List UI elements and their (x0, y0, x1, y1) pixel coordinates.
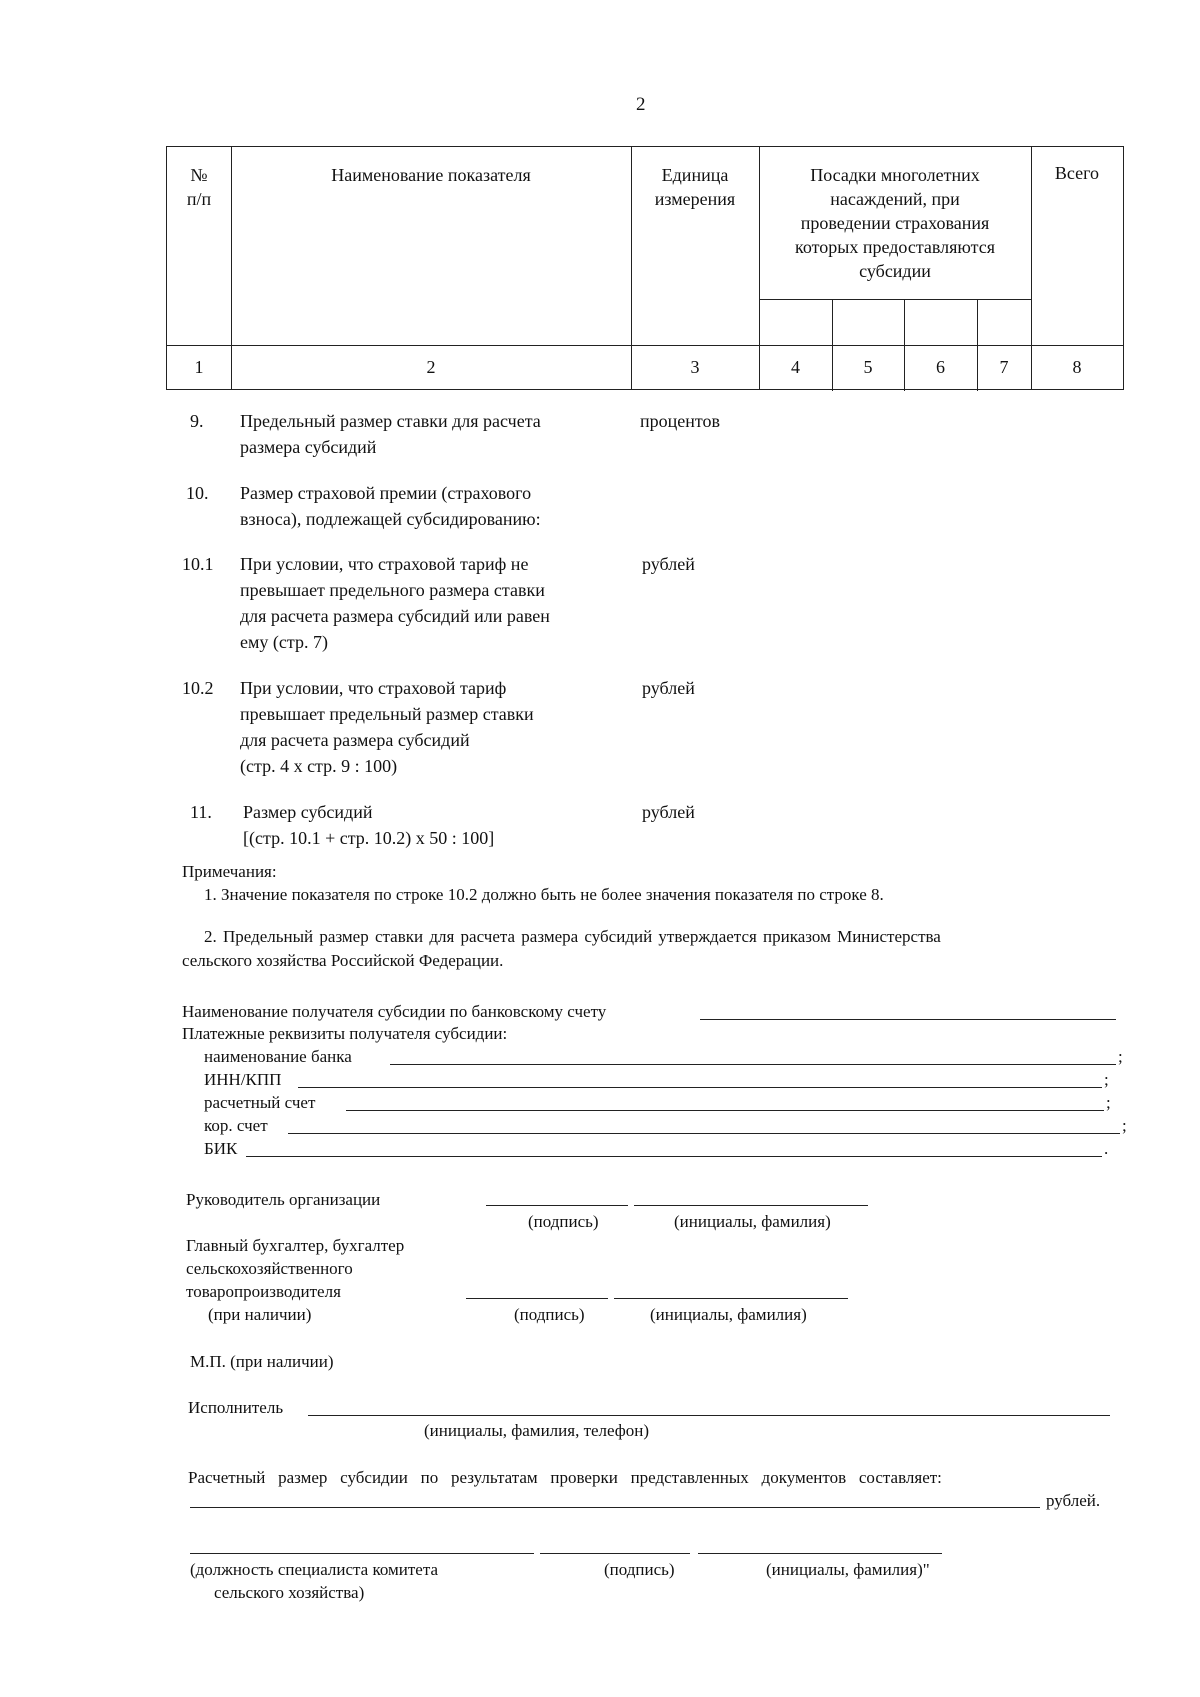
col-number: 6 (936, 357, 945, 377)
row-number: 10.1 (182, 554, 214, 574)
accountant-label-3: товаропроизводителя (186, 1282, 341, 1301)
payment-details-label: Платежные реквизиты получателя субсидии: (182, 1024, 508, 1043)
recipient-label: Наименование получателя субсидии по банковскому счету (182, 1002, 607, 1021)
col-number: 3 (690, 357, 700, 377)
recipient-line (700, 1019, 1116, 1020)
row-text: Размер страховой премии (страхового взноса), подлежащей субсидированию: (240, 483, 541, 529)
bik-line (246, 1156, 1102, 1157)
col-number: 5 (863, 357, 873, 377)
bank-name-label: наименование банка (204, 1047, 352, 1066)
col-number: 2 (426, 357, 436, 377)
head-label: Руководитель организации (186, 1190, 381, 1209)
header-unit: Единица измерения (654, 165, 736, 209)
header-name: Наименование показателя (331, 165, 531, 185)
row-unit: рублей (642, 554, 695, 574)
executor-caption: (инициалы, фамилия, телефон) (424, 1421, 650, 1440)
corr-line (288, 1133, 1120, 1134)
page-number: 2 (636, 94, 646, 115)
executor-label: Исполнитель (188, 1398, 284, 1417)
calc-line (190, 1507, 1040, 1508)
header-num: № п/п (186, 165, 212, 209)
semicolon: ; (1122, 1116, 1127, 1135)
stamp-label: М.П. (при наличии) (190, 1352, 334, 1371)
initials-line (614, 1298, 848, 1299)
row-number: 10. (186, 483, 209, 503)
position-caption-1: (должность специалиста комитета (190, 1560, 439, 1579)
signature-line (466, 1298, 608, 1299)
period: . (1104, 1139, 1109, 1158)
row-unit: рублей (642, 802, 695, 822)
account-line (346, 1110, 1104, 1111)
row-number: 10.2 (182, 678, 214, 698)
bank-name-line (390, 1064, 1116, 1065)
col-number: 1 (194, 357, 204, 377)
executor-line (308, 1415, 1110, 1416)
signature-line (540, 1553, 690, 1554)
note-1: 1. Значение показателя по строке 10.2 должно быть не более значения показателя по строке 8. (204, 885, 884, 904)
note-2-line2: сельского хозяйства Российской Федерации. (182, 951, 504, 970)
signature-caption: (подпись) (604, 1560, 675, 1579)
signature-line (486, 1205, 628, 1206)
row-text: При условии, что страховой тариф превышает предельный размер ставки для расчета размера субсидий (стр. 4 х стр. 9 : 100) (240, 678, 534, 776)
col-number: 8 (1072, 357, 1082, 377)
inn-label: ИНН/КПП (204, 1070, 282, 1089)
initials-caption: (инициалы, фамилия)" (766, 1560, 930, 1579)
corr-label: кор. счет (204, 1116, 268, 1135)
table-divider (167, 345, 1123, 346)
bik-label: БИК (204, 1139, 238, 1158)
header-plantings: Посадки многолетних насаждений, при проведении страхования которых предоставляются субсидии (795, 165, 995, 281)
row-text: При условии, что страховой тариф не превышает предельного размера ставки для расчета размера субсидий или равен ему (стр. 7) (240, 554, 550, 652)
initials-line (698, 1553, 942, 1554)
row-unit: процентов (640, 411, 721, 431)
position-caption-2: сельского хозяйства) (214, 1583, 365, 1602)
account-label: расчетный счет (204, 1093, 316, 1112)
col-number: 7 (999, 357, 1009, 377)
row-text: Размер субсидий [(стр. 10.1 + стр. 10.2) х 50 : 100] (243, 802, 495, 848)
accountant-label-1: Главный бухгалтер, бухгалтер (186, 1236, 405, 1255)
signature-caption: (подпись) (514, 1305, 585, 1324)
row-text: Предельный размер ставки для расчета размера субсидий (240, 411, 541, 457)
inn-line (298, 1087, 1102, 1088)
signature-caption: (подпись) (528, 1212, 599, 1231)
position-line (190, 1553, 534, 1554)
row-unit: рублей (642, 678, 695, 698)
semicolon: ; (1118, 1047, 1123, 1066)
accountant-label-4: (при наличии) (208, 1305, 312, 1324)
notes-title: Примечания: (182, 862, 277, 881)
initials-caption: (инициалы, фамилия) (650, 1305, 807, 1324)
col-number: 4 (791, 357, 800, 377)
note-2-line1: 2. Предельный размер ставки для расчета размера субсидий утверждается приказом Министерства (204, 927, 941, 946)
row-number: 9. (190, 411, 204, 431)
rubles-label: рублей. (1046, 1491, 1101, 1510)
indicator-table (166, 146, 1124, 390)
table-divider (759, 299, 1031, 300)
row-number: 11. (190, 802, 212, 822)
semicolon: ; (1106, 1093, 1111, 1112)
accountant-label-2: сельскохозяйственного (186, 1259, 353, 1278)
semicolon: ; (1104, 1070, 1109, 1089)
calc-text: Расчетный размер субсидии по результатам проверки представленных документов составляет: (188, 1468, 942, 1487)
initials-line (634, 1205, 868, 1206)
header-total: Всего (1054, 163, 1100, 183)
initials-caption: (инициалы, фамилия) (674, 1212, 831, 1231)
